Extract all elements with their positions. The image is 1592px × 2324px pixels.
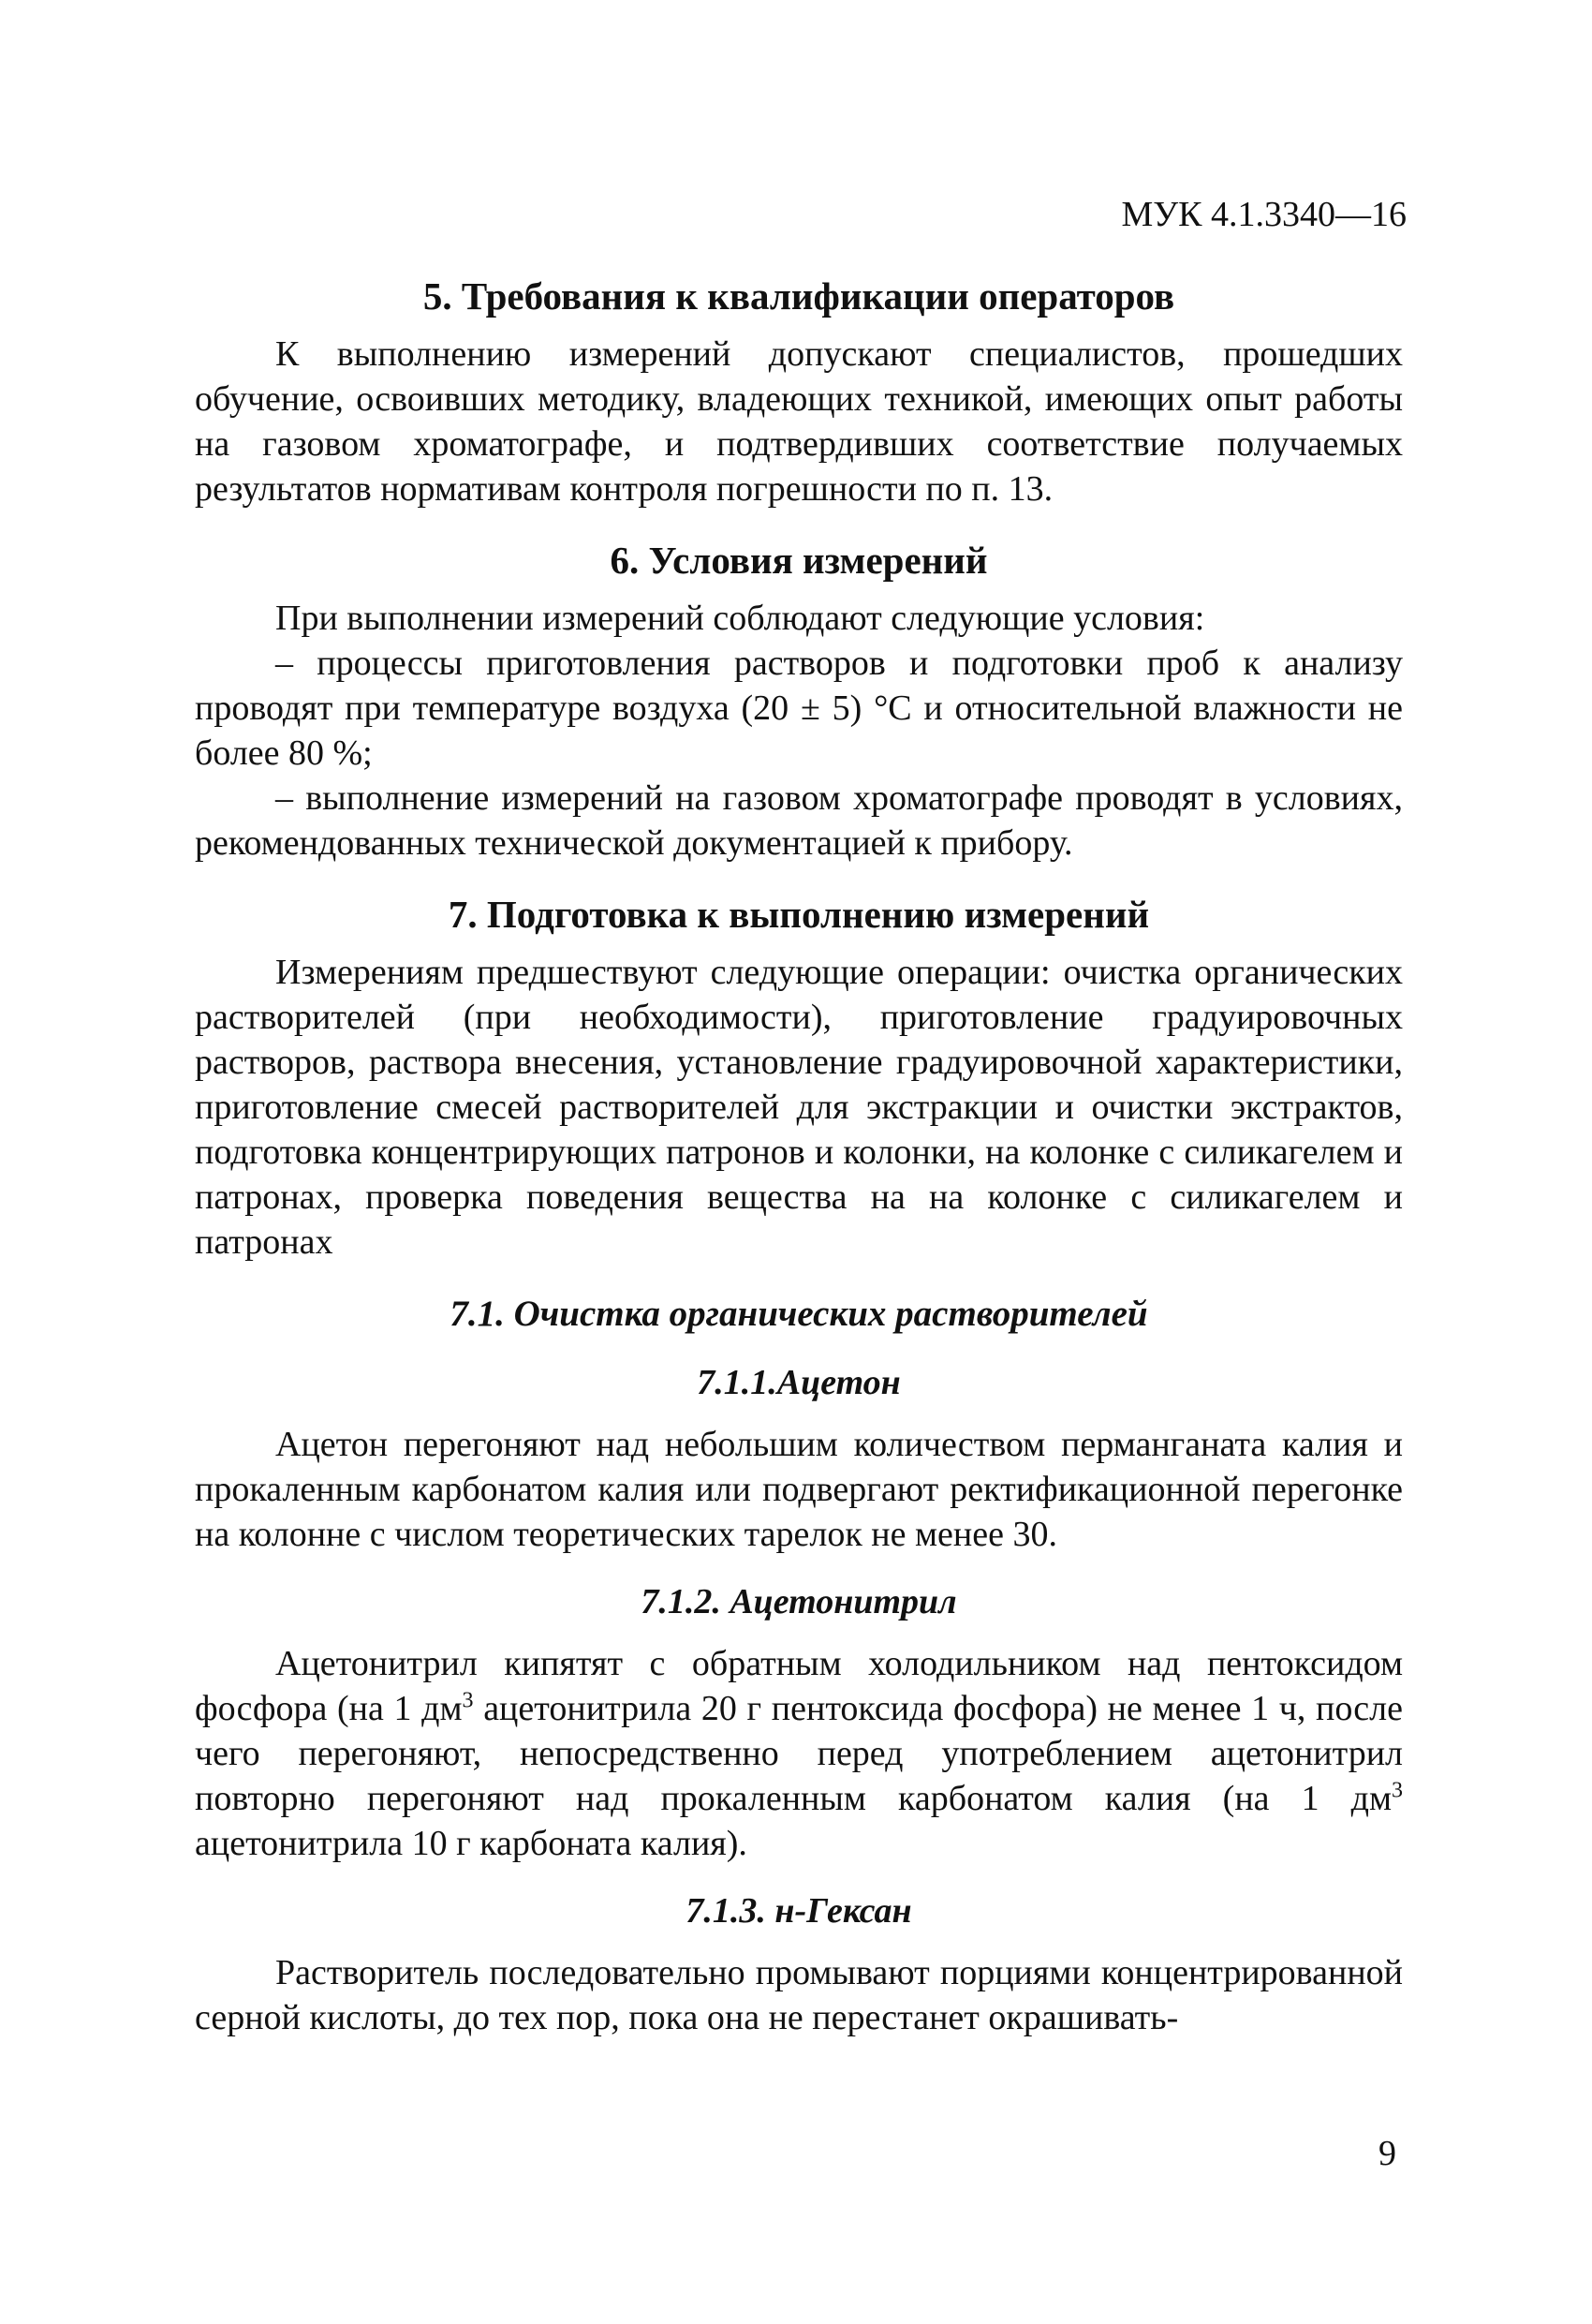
section-7-1-1-title: 7.1.1.Ацетон <box>697 1363 901 1402</box>
superscript-cubic-2: 3 <box>1392 1778 1403 1803</box>
section-6-paragraph-temperature: – процессы приготовления растворов и подготовки проб к анализу проводят при температуре воздуха (20 ± 5) °С и относительной влажности не более 80 %; <box>195 644 1403 773</box>
section-7-1-title: 7.1. Очистка органических растворителей <box>450 1294 1148 1334</box>
section-7-paragraph: Измерениям предшествуют следующие операции: очистка органических растворителей (при необходимости), приготовление градуировочных растворов, раствора внесения, установление градуировочной характеристики, приготовление смесей растворителей для экстракции и очистки экстрактов, подготовка концентрирующих патронов и колонки, на колонке с силикагелем и патронах, проверка поведения вещества на на колонке с силикагелем и патронах <box>195 953 1403 1262</box>
page-number: 9 <box>1378 2134 1396 2173</box>
section-7-1-2-paragraph <box>195 1641 1403 1866</box>
section-6-paragraph-chromatograph: – выполнение измерений на газовом хроматографе проводят в условиях, рекомендованных технической документацией к прибору. <box>195 778 1403 863</box>
section-6-paragraph-intro: При выполнении измерений соблюдают следующие условия: <box>275 599 1205 638</box>
section-7-title: 7. Подготовка к выполнению измерений <box>448 893 1150 936</box>
acetonitrile-text-part-2: ацетонитрила 20 г пентоксида фосфора) не менее 1 ч, после чего перегоняют, непосредственно перед употреблением ацетонитрил повторно перегоняют над прокаленным карбонатом калия (на 1 дм <box>195 1689 1403 1818</box>
section-7-1-1-paragraph: Ацетон перегоняют над небольшим количеством перманганата калия и прокаленным карбонатом калия или подвергают ректификационной перегонке на колонне с числом теоретических тарелок не менее 30. <box>195 1425 1403 1554</box>
page-content <box>195 272 1403 2040</box>
section-6-title: 6. Условия измерений <box>610 539 988 582</box>
document-code: МУК 4.1.3340—16 <box>1121 195 1407 234</box>
acetonitrile-text-part-1: Ацетонитрил кипятят с обратным холодильником над пентоксидом фосфора (на 1 дм <box>195 1644 1403 1728</box>
section-7-1-2-title: 7.1.2. Ацетонитрил <box>641 1582 957 1621</box>
section-7-1-3-paragraph: Растворитель последовательно промывают порциями концентрированной серной кислоты, до тех пор, пока она не перестанет окрашивать- <box>195 1953 1403 2037</box>
acetonitrile-text-part-3: ацетонитрила 10 г карбоната калия). <box>195 1824 747 1863</box>
section-5-title: 5. Требования к квалификации операторов <box>422 274 1175 318</box>
section-5-paragraph: К выполнению измерений допускают специалистов, прошедших обучение, освоивших методику, владеющих техникой, имеющих опыт работы на газовом хроматографе, и подтвердивших соответствие получаемых результатов нормативам контроля погрешности по п. 13. <box>195 334 1403 509</box>
superscript-cubic-1: 3 <box>462 1688 474 1713</box>
section-7-1-3-title: 7.1.3. н-Гексан <box>685 1891 912 1931</box>
